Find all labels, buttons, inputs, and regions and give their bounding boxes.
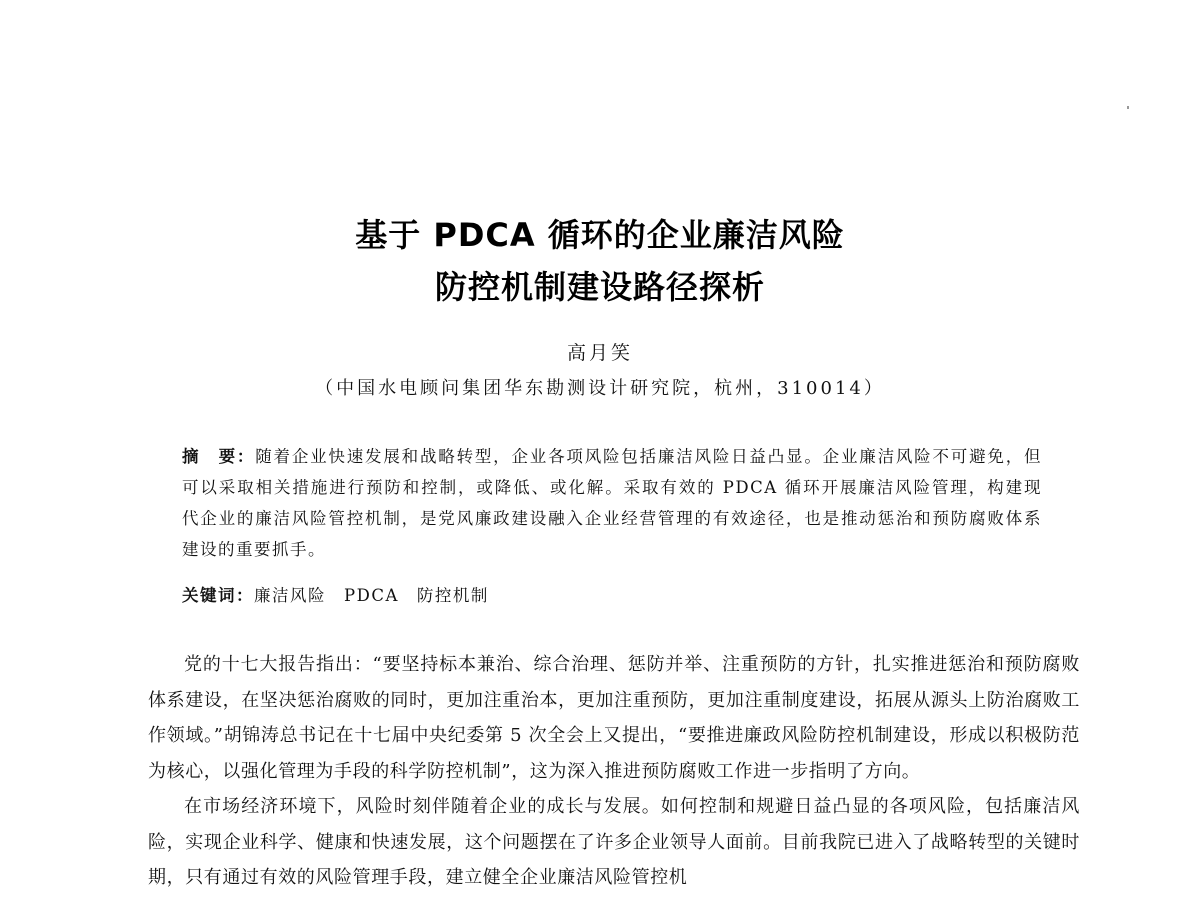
abstract-text: 随着企业快速发展和战略转型，企业各项风险包括廉洁风险日益凸显。企业廉洁风险不可避免，但可以采取相关措施进行预防和控制，或降低、或化解。采取有效的 PDCA 循环开展廉洁风险管理，构建现代企业的廉洁风险管控机制，是党风廉政建设融入企业经营管理的有效途径，也是推动惩治和预防腐败体系建设的重要抓手。 — [182, 447, 1043, 559]
keywords — [182, 580, 1042, 611]
body-paragraph: 党的十七大报告指出：“要坚持标本兼治、综合治理、惩防并举、注重预防的方针，扎实推进惩治和预防腐败体系建设，在坚决惩治腐败的同时，更加注重治本，更加注重预防，更加注重制度建设，拓展从源头上防治腐败工作领域。”胡锦涛总书记在十七届中央纪委第 5 次全会上又提出，“要推进廉政风险防控机制建设，形成以积极防范为核心，以强化管理为手段的科学防控机制”，这为深入推进预防腐败工作进一步指明了方向。 — [148, 654, 1080, 782]
abstract — [182, 441, 1042, 565]
body-text — [148, 647, 1080, 896]
author-name: 高月笑 — [566, 342, 633, 364]
author-affiliation: （中国水电顾问集团华东勘测设计研究院，杭州，310014） — [315, 378, 885, 399]
paper-title-line-2: 防控机制建设路径探析 — [434, 268, 765, 306]
keywords-text: 廉洁风险 PDCA 防控机制 — [254, 586, 489, 605]
paper-title-line-1: 基于 PDCA 循环的企业廉洁风险 — [355, 216, 845, 254]
abstract-label: 摘 要： — [182, 447, 256, 466]
keywords-label: 关键词： — [182, 586, 254, 605]
scan-speck — [1127, 106, 1129, 109]
body-paragraph: 在市场经济环境下，风险时刻伴随着企业的成长与发展。如何控制和规避日益凸显的各项风险，包括廉洁风险，实现企业科学、健康和快速发展，这个问题摆在了许多企业领导人面前。目前我院已进入了战略转型的关键时期，只有通过有效的风险管理手段，建立健全企业廉洁风险管控机 — [148, 796, 1080, 888]
